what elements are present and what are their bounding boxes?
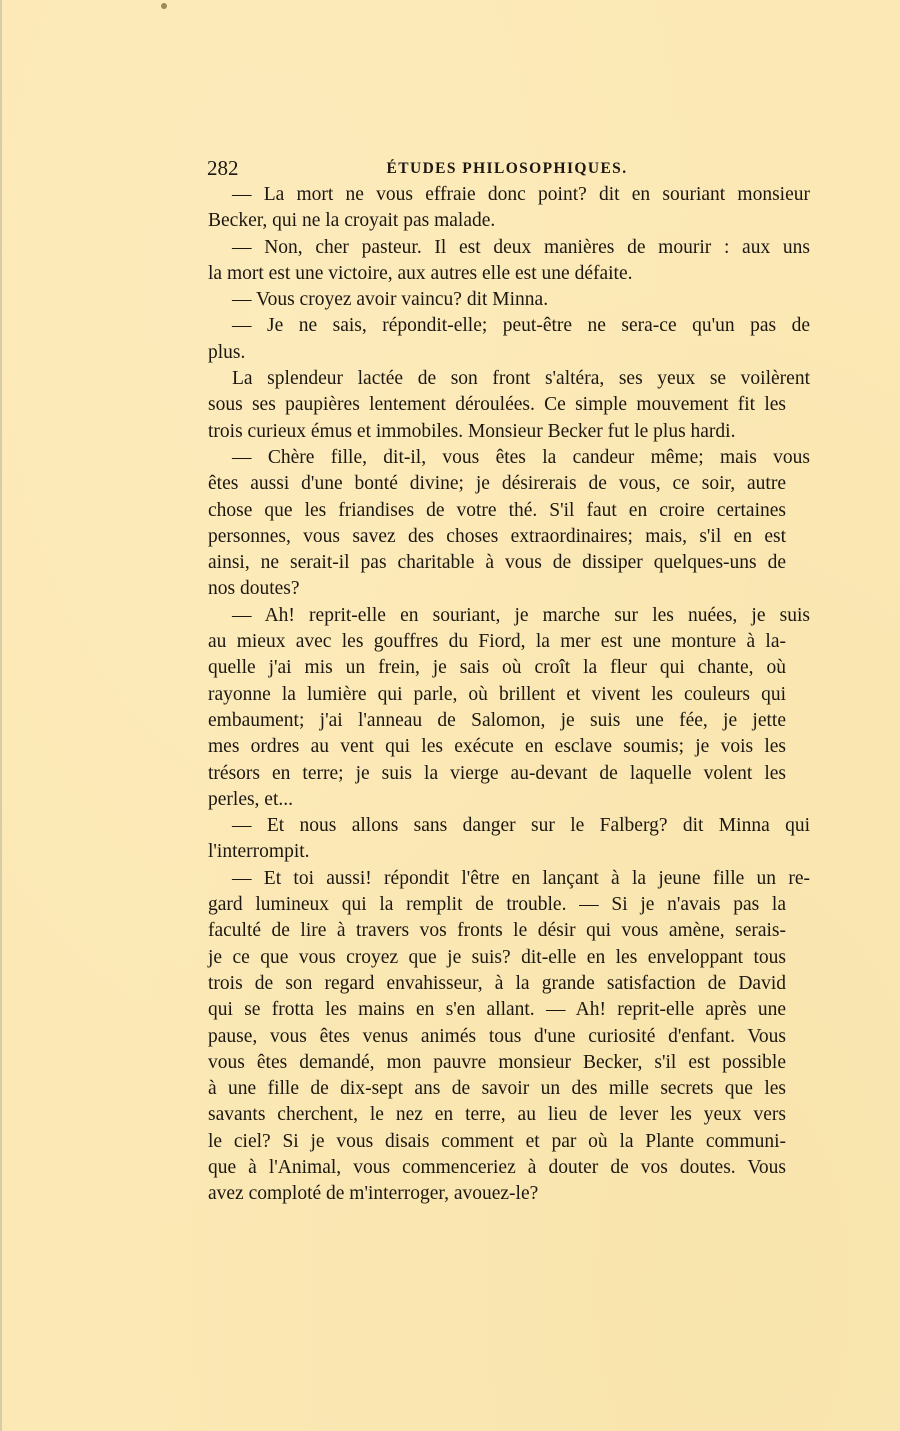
text-line: La splendeur lactée de son front s'altéra, ses yeux se voilèrent [232,368,810,390]
text-line: l'interrompit. [208,841,310,863]
text-line: — Et nous allons sans danger sur le Falberg? dit Minna qui [232,815,810,837]
text-line: — Je ne sais, répondit-elle; peut-être ne sera-ce qu'un pas de [232,315,810,337]
text-line: vous êtes demandé, mon pauvre monsieur Becker, s'il est possible [208,1051,786,1073]
text-line: Becker, qui ne la croyait pas malade. [208,210,496,232]
text-line: que à l'Animal, vous commenceriez à douter de vos doutes. Vous [208,1156,786,1178]
text-line: trois curieux émus et immobiles. Monsieur Becker fut le plus hardi. [208,420,736,442]
text-line: perles, et... [208,788,294,810]
text-line: — Vous croyez avoir vaincu? dit Minna. [232,289,549,311]
text-line: embaument; j'ai l'anneau de Salomon, je suis une fée, je jette [208,709,786,731]
running-title: ÉTUDES PHILOSOPHIQUES. [386,160,628,177]
text-line: ainsi, ne serait-il pas charitable à vous de dissiper quelques-uns de [208,552,786,574]
text-line: — Non, cher pasteur. Il est deux manières de mourir : aux uns [232,236,810,258]
body-text [208,182,810,1208]
text-line: je ce que vous croyez que je suis? dit-elle en les enveloppant tous [208,946,786,968]
text-line: savants cherchent, le nez en terre, au lieu de lever les yeux vers [208,1104,786,1126]
page-number: 282 [207,156,239,180]
text-line: rayonne la lumière qui parle, où brillent et vivent les couleurs qui [208,683,786,705]
text-line: qui se frotta les mains en s'en allant. — Ah! reprit-elle après une [208,999,786,1021]
text-line: nos doutes? [208,578,300,600]
text-line: personnes, vous savez des choses extraordinaires; mais, s'il en est [208,525,786,547]
text-line: — Chère fille, dit-il, vous êtes la candeur même; mais vous [232,446,810,468]
text-line: le ciel? Si je vous disais comment et par où la Plante communi- [208,1130,786,1152]
text-line: chose que les friandises de votre thé. S'il faut en croire certaines [208,499,786,521]
text-line: — La mort ne vous effraie donc point? dit en souriant monsieur [232,184,810,205]
text-line: êtes aussi d'une bonté divine; je désirerais de vous, ce soir, autre [208,473,786,495]
running-head [207,156,777,180]
text-line: à une fille de dix-sept ans de savoir un des mille secrets que les [208,1078,786,1100]
paper-speck [161,3,167,9]
text-line: — Ah! reprit-elle en souriant, je marche sur les nuées, je suis [232,604,810,626]
text-line: plus. [208,341,246,363]
text-line: trois de son regard envahisseur, à la grande satisfaction de David [208,972,786,994]
text-line: la mort est une victoire, aux autres elle est une défaite. [208,262,633,284]
text-line: mes ordres au vent qui les exécute en esclave soumis; je vois les [208,736,786,758]
text-line: sous ses paupières lentement déroulées. Ce simple mouvement fit les [208,394,786,416]
text-line: au mieux avec les gouffres du Fiord, la mer est une monture à la- [208,631,786,653]
text-line: quelle j'ai mis un frein, je sais où croît la fleur qui chante, où [208,657,786,679]
text-line: trésors en terre; je suis la vierge au-devant de laquelle volent les [208,762,786,784]
text-line: pause, vous êtes venus animés tous d'une curiosité d'enfant. Vous [208,1025,786,1047]
text-line: — Et toi aussi! répondit l'être en lançant à la jeune fille un re- [232,867,810,889]
text-line: faculté de lire à travers vos fronts le désir qui vous amène, serais- [208,920,786,942]
text-line: avez comploté de m'interroger, avouez-le? [208,1183,539,1205]
text-line: gard lumineux qui la remplit de trouble. — Si je n'avais pas la [208,894,786,916]
